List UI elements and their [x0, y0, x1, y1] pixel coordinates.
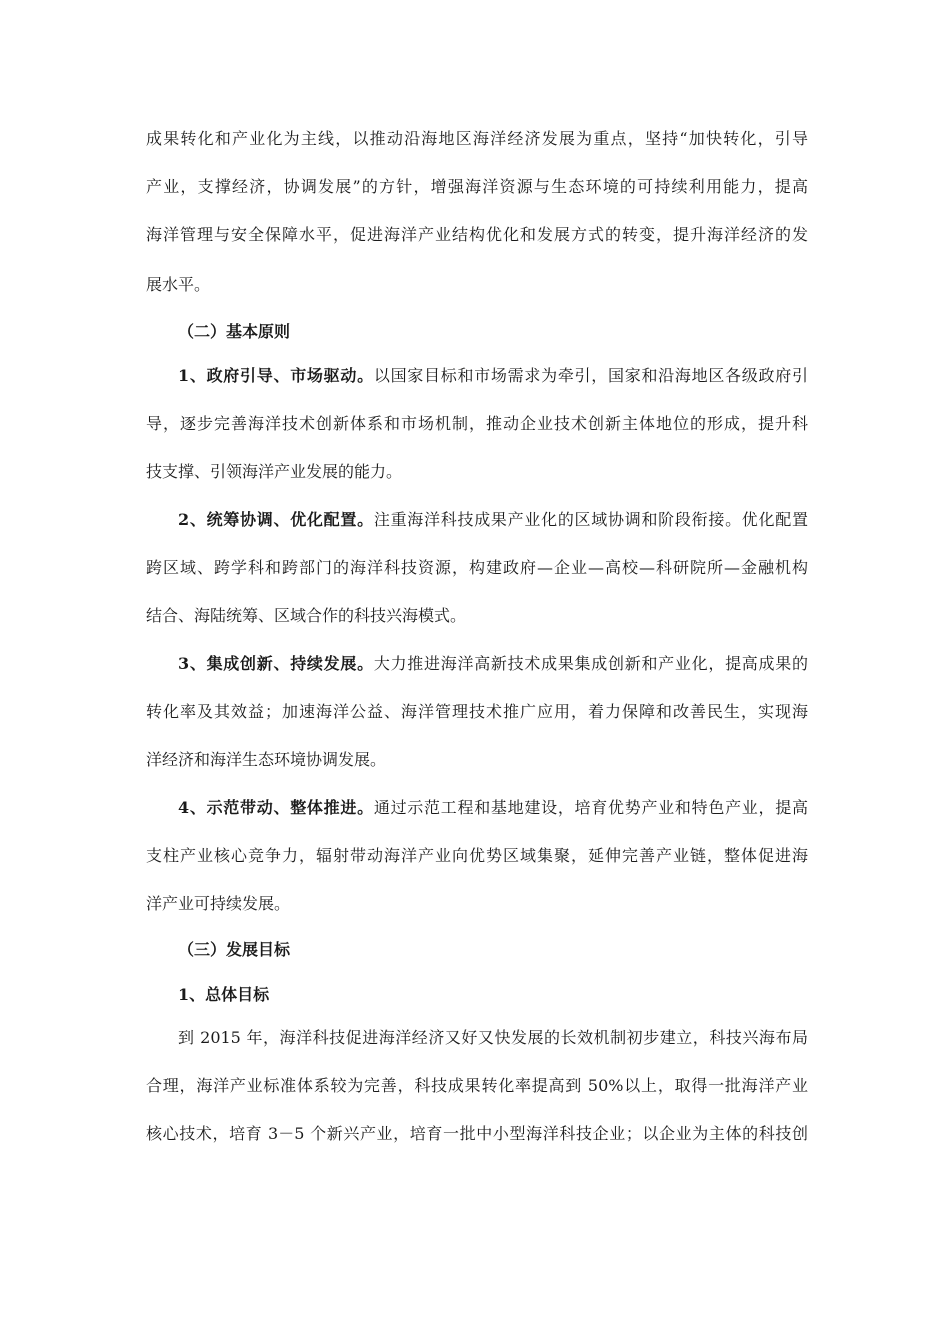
- text-line: [146, 508, 808, 532]
- goal-paragraph-line-2: [146, 1074, 808, 1098]
- text-line: 导，逐步完善海洋技术创新体系和市场机制，推动企业技术创新主体地位的形成，提升科: [146, 414, 808, 433]
- text-line: 转化率及其效益；加速海洋公益、海洋管理技术推广应用，着力保障和改善民生，实现海: [146, 702, 808, 721]
- sub-heading: 1、总体目标: [178, 985, 270, 1004]
- principle-2-line-2: [146, 556, 808, 580]
- principle-text: 以国家目标和市场需求为牵引，国家和沿海地区各级政府引: [373, 366, 808, 385]
- principle-text: 通过示范工程和基地建设，培育优势产业和特色产业，提高: [373, 798, 808, 817]
- text-line: 到 2015 年，海洋科技促进海洋经济又好又快发展的长效机制初步建立，科技兴海布局: [178, 1028, 808, 1047]
- intro-paragraph-line-2: [146, 175, 808, 199]
- principle-title: 2、统筹协调、优化配置。: [178, 510, 374, 529]
- goal-paragraph-line-3: [146, 1122, 808, 1146]
- principle-2-line-3: [146, 604, 808, 628]
- principle-title: 1、政府引导、市场驱动。: [178, 366, 374, 385]
- principle-3-line-3: [146, 748, 808, 772]
- text-line: 跨区域、跨学科和跨部门的海洋科技资源，构建政府—企业—高校—科研院所—金融机构: [146, 558, 808, 577]
- principle-text: 大力推进海洋高新技术成果集成创新和产业化，提高成果的: [373, 654, 808, 673]
- intro-paragraph-line-4: [146, 273, 808, 297]
- principle-4-first-line: [146, 796, 808, 820]
- principle-1-line-3: [146, 460, 808, 484]
- section-heading: （二）基本原则: [178, 322, 291, 341]
- principle-2-first-line: [146, 508, 808, 532]
- intro-paragraph-line-3: [146, 223, 808, 247]
- principle-3-first-line: [146, 652, 808, 676]
- text-line: 合理，海洋产业标准体系较为完善，科技成果转化率提高到 50%以上，取得一批海洋产业: [146, 1076, 808, 1095]
- text-line: 展水平。: [146, 275, 211, 294]
- text-line: 结合、海陆统筹、区域合作的科技兴海模式。: [146, 606, 467, 625]
- text-line: 技支撑、引领海洋产业发展的能力。: [146, 462, 403, 481]
- principle-3-line-2: [146, 700, 808, 724]
- intro-paragraph: [146, 127, 808, 175]
- text-line: [146, 796, 808, 820]
- principle-4-line-3: [146, 892, 808, 916]
- text-line: 支柱产业核心竞争力，辐射带动海洋产业向优势区域集聚，延伸完善产业链，整体促进海: [146, 846, 808, 865]
- text-line: 海洋管理与安全保障水平，促进海洋产业结构优化和发展方式的转变，提升海洋经济的发: [146, 225, 808, 244]
- text-line: 成果转化和产业化为主线，以推动沿海地区海洋经济发展为重点，坚持“加快转化，引导: [146, 129, 808, 148]
- principle-1-line-2: [146, 412, 808, 436]
- text-line: 产业，支撑经济，协调发展”的方针，增强海洋资源与生态环境的可持续利用能力，提高: [146, 177, 808, 196]
- principle-1-first-line: [146, 364, 808, 388]
- text-line: 洋产业可持续发展。: [146, 894, 291, 913]
- principle-title: 3、集成创新、持续发展。: [178, 654, 374, 673]
- principle-4-line-2: [146, 844, 808, 868]
- section-heading: （三）发展目标: [178, 940, 291, 959]
- goal-paragraph-line-1: [146, 1026, 808, 1050]
- text-line: 洋经济和海洋生态环境协调发展。: [146, 750, 387, 769]
- text-line: 核心技术，培育 3－5 个新兴产业，培育一批中小型海洋科技企业；以企业为主体的科技创: [146, 1124, 808, 1143]
- principle-title: 4、示范带动、整体推进。: [178, 798, 374, 817]
- text-line: [146, 364, 808, 388]
- text-line: [146, 652, 808, 676]
- principle-text: 注重海洋科技成果产业化的区域协调和阶段衔接。优化配置: [373, 510, 808, 529]
